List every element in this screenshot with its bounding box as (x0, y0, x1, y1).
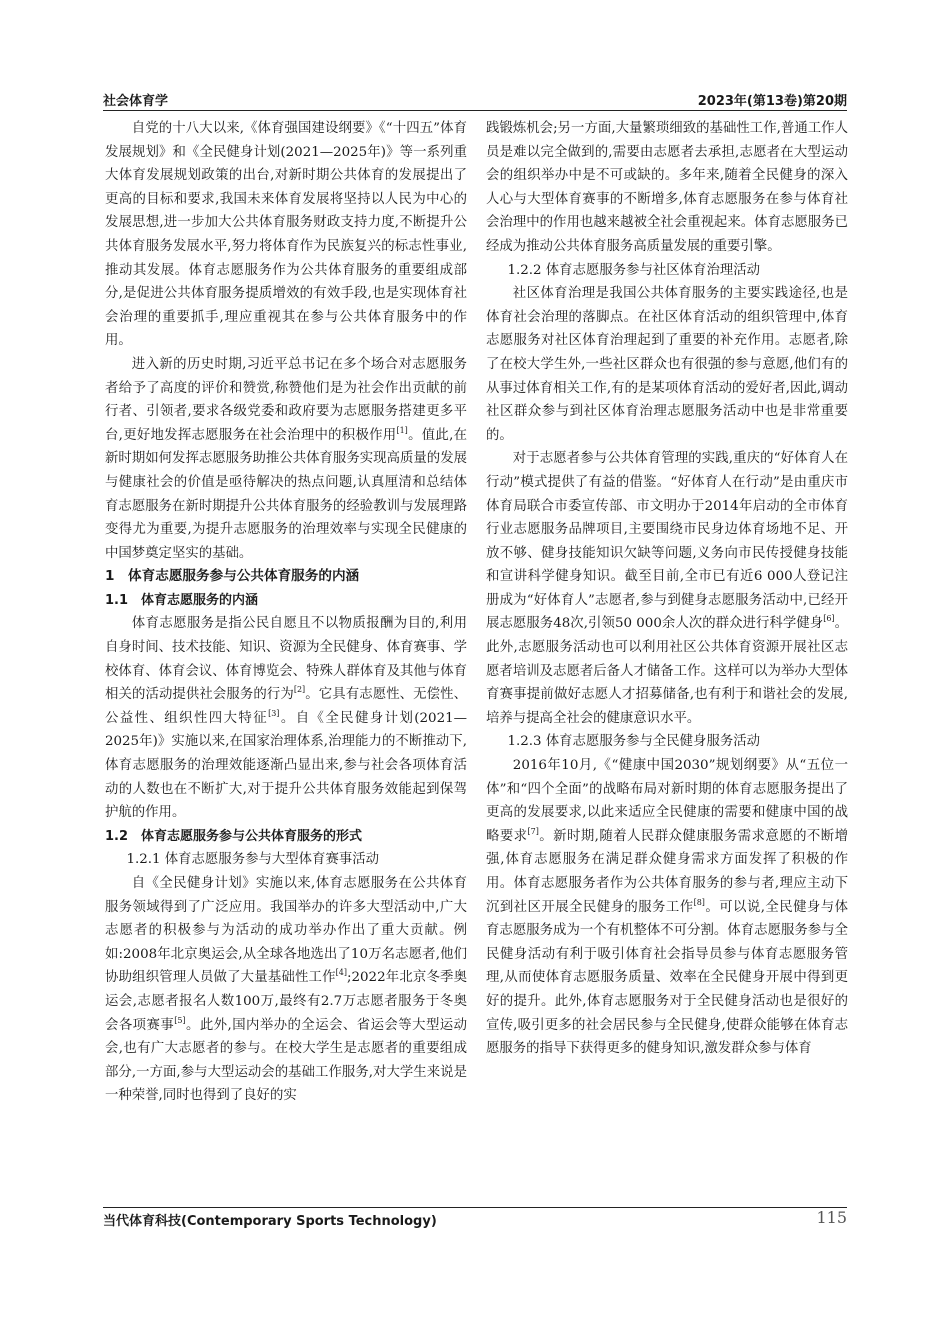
subsubsection-heading: 1.2.1 体育志愿服务参与大型体育赛事活动 (126, 852, 380, 868)
citation: [8] (693, 897, 705, 907)
paragraph: 践锻炼机会;另一方面,大量繁琐细致的基础性工作,普通工作人员是难以完全做到的,需要由志愿者去承担,志愿者在大型运动会的组织举办中是不可或缺的。多年来,随着全民健身的深入人心与大型体育赛事的不断增多,体育志愿服务在参与体育社会治理中的作用也越来越被全社会重视起来。体育志愿服务已经成为推动公共体育服务高质量发展的重要引擎。 (486, 121, 848, 254)
paragraph: 社区体育治理是我国公共体育服务的主要实践途径,也是体育社会治理的落脚点。在社区体育活动的组织管理中,体育志愿服务对社区体育治理起到了重要的补充作用。志愿者,除了在校大学生外,一些社区群众也有很强的参与意愿,他们有的从事过体育相关工作,有的是某项体育活动的爱好者,因此,调动社区群众参与到社区体育治理志愿服务活动中也是非常重要的。 (486, 286, 848, 443)
journal-name: 当代体育科技(Contemporary Sports Technology) (103, 1214, 437, 1229)
left-column (105, 117, 467, 1108)
subsubsection-heading: 1.2.3 体育志愿服务参与全民健身服务活动 (507, 734, 761, 750)
issue-info: 2023年(第13卷)第20期 (697, 94, 847, 109)
citation: [7] (527, 826, 539, 836)
page-header (103, 88, 847, 110)
citation: [2] (293, 685, 306, 695)
subsection-heading: 1.2 体育志愿服务参与公共体育服务的形式 (105, 828, 363, 844)
paragraph: 对于志愿者参与公共体育管理的实践,重庆的“好体育人在行动”模式提供了有益的借鉴。“好体育人在行动”是由重庆市体育局联合市委宣传部、市文明办于2014年启动的全市体育行业志愿服务品牌项目,主要围绕市民身边体育场地不足、开放不够、健身技能知识欠缺等问题,义务向市民传授健身技能和宣讲科学健身知识。截至目前,全市已有近6 000人登记注册成为“好体育人”志愿者,参与到健身志愿服务活动中,已经开展志愿服务48次,引领50 000余人次的群众进行科学健身[6]。此外,志愿服务活动也可以利用社区公共体育资源开展社区志愿者培训及志愿者后备人才储备工作。这样可以为举办大型体育赛事提前做好志愿人才招募储备,也有利于和谐社会的发展,培养与提高全社会的健康意识水平。 (486, 451, 849, 726)
paragraph: 自党的十八大以来,《体育强国建设纲要》《“十四五”体育发展规划》和《全民健身计划(2021—2025年)》等一系列重大体育发展规划政策的出台,对新时期公共体育的发展提出了更高的目标和要求,我国未来体育发展将坚持以人民为中心的发展思想,进一步加大公共体育服务财政支持力度,不断提升公共体育服务发展水平,努力将体育作为民族复兴的标志性事业,推动其发展。体育志愿服务作为公共体育服务的重要组成部分,是促进公共体育服务提质增效的有效手段,也是实现体育社会治理的重要抓手,理应重视其在参与公共体育服务中的作用。 (105, 121, 467, 349)
paragraph: 自《全民健身计划》实施以来,体育志愿服务在公共体育服务领域得到了广泛应用。我国举办的许多大型活动中,广大志愿者的积极参与为活动的成功举办作出了重大贡献。例如:2008年北京奥运会,从全球各地选出了10万名志愿者,他们协助组织管理人员做了大量基础性工作[4];2022年北京冬季奥运会,志愿者报名人数100万,最终有2.7万志愿者服务于冬奥会各项赛事[5]。此外,国内举办的全运会、省运会等大型运动会,也有广大志愿者的参与。在校大学生是志愿者的重要组成部分,一方面,参与大型运动会的基础工作服务,对大学生来说是一种荣誉,同时也得到了良好的实 (105, 876, 468, 1104)
page-footer (103, 1208, 847, 1230)
citation: [3] (268, 708, 280, 718)
subsubsection-heading: 1.2.2 体育志愿服务参与社区体育治理活动 (507, 262, 761, 278)
right-column (486, 117, 848, 1061)
header-rule (103, 110, 847, 111)
subsection-heading: 1.1 体育志愿服务的内涵 (105, 592, 259, 608)
section-heading: 1 体育志愿服务参与公共体育服务的内涵 (105, 568, 360, 585)
paragraph: 2016年10月,《“健康中国2030”规划纲要》从“五位一体”和“四个全面”的战略布局对新时期的体育志愿服务提出了更高的发展要求,以此来适应全民健康的需要和健康中国的战略要求[7]。新时期,随着人民群众健康服务需求意愿的不断增强,体育志愿服务在满足群众健身需求方面发挥了积极的作用。体育志愿服务者作为公共体育服务的参与者,理应主动下沉到社区开展全民健身的服务工作[8]。可以说,全民健身与体育志愿服务成为一个有机整体不可分割。体育志愿服务参与全民健身活动有利于吸引体育社会指导员参与体育志愿服务管理,从而使体育志愿服务质量、效率在全民健身开展中得到更好的提升。此外,体育志愿服务对于全民健身活动也是很好的宣传,吸引更多的社会居民参与全民健身,使群众能够在体育志愿服务的指导下获得更多的健身知识,激发群众参与体育 (486, 758, 849, 1057)
paragraph: 进入新的历史时期,习近平总书记在多个场合对志愿服务者给予了高度的评价和赞赏,称赞他们是为社会作出贡献的前行者、引领者,要求各级党委和政府要为志愿服务搭建更多平台,更好地发挥志愿服务在社会治理中的积极作用[1]。值此,在新时期如何发挥志愿服务助推公共体育服务实现高质量的发展与健康社会的价值是亟待解决的热点问题,认真厘清和总结体育志愿服务在新时期提升公共体育服务的经验教训与发展理路变得尤为重要,为提升志愿服务的治理效率与实现全民健康的中国梦奠定坚实的基础。 (105, 356, 467, 561)
section-name: 社会体育学 (103, 94, 169, 109)
paragraph: 体育志愿服务是指公民自愿且不以物质报酬为目的,利用自身时间、技术技能、知识、资源为全民健身、体育赛事、学校体育、体育会议、体育博览会、特殊人群体育及其他与体育相关的活动提供社会服务的行为[2]。它具有志愿性、无偿性、公益性、组织性四大特征[3]。自《全民健身计划(2021—2025年)》实施以来,在国家治理体系,治理能力的不断推动下,体育志愿服务的治理效能逐渐凸显出来,参与社会各项体育活动的人数也在不断扩大,对于提升公共体育服务效能起到保驾护航的作用。 (105, 616, 468, 821)
citation: [4] (335, 968, 347, 978)
page-number: 115 (816, 1208, 847, 1227)
citation: [6] (823, 614, 835, 624)
citation: [5] (174, 1015, 186, 1025)
citation: [1] (396, 425, 408, 435)
